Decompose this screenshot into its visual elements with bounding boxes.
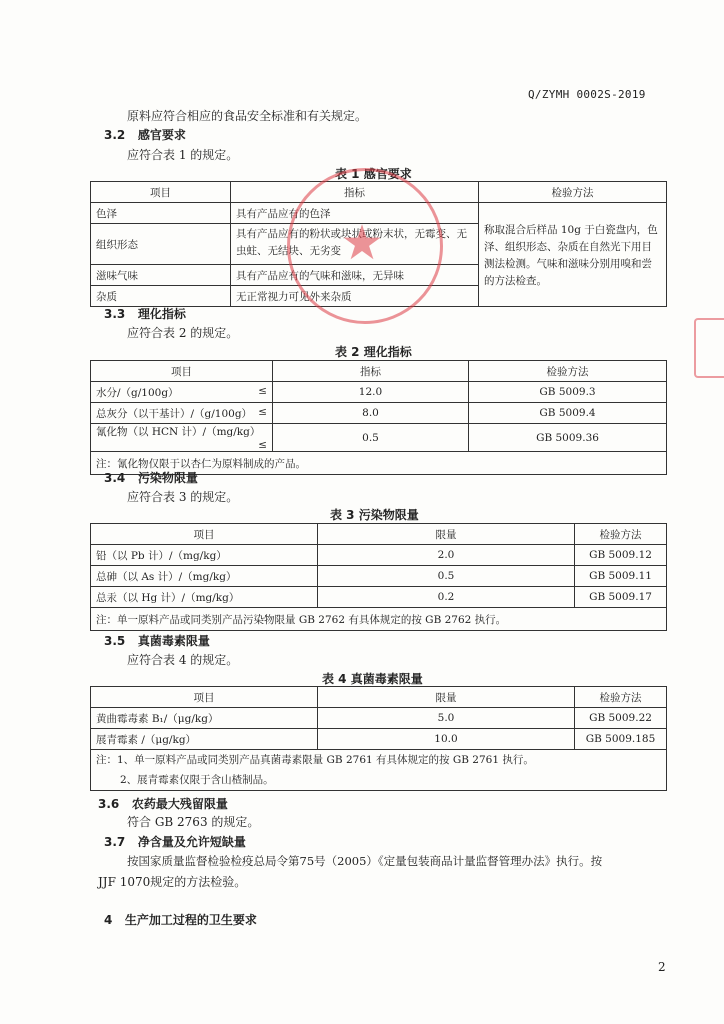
table-row — [91, 382, 667, 403]
table-4-mycotoxins — [90, 686, 667, 791]
table-cell-item: 总汞（以 Hg 计）/（mg/kg） — [91, 587, 318, 608]
section-3-7-line-1: 按国家质量监督检验检疫总局令第75号（2005）《定量包装商品计量监督管理办法》执行。按 — [127, 854, 603, 868]
section-3-7-heading — [104, 833, 246, 850]
table-header: 检验方法 — [479, 182, 667, 203]
table-cell-value: 0.5 — [318, 566, 575, 587]
table-cell-item: 黄曲霉毒素 B₁/（μg/kg） — [91, 708, 318, 729]
le-symbol: ≤ — [258, 439, 267, 451]
table-cell-value: 具有产品应有的粉状或块状或粉末状，无霉变、无虫蛀、无结块、无劣变 — [231, 224, 479, 265]
table-row — [91, 587, 667, 608]
table-header: 限量 — [318, 687, 575, 708]
table-cell-item: 色泽 — [91, 203, 231, 224]
section-3-6-text: 符合 GB 2763 的规定。 — [127, 815, 260, 829]
table-cell-method: GB 5009.11 — [575, 566, 667, 587]
table-cell-method: GB 5009.4 — [469, 403, 667, 424]
table-cell-item: 总砷（以 As 计）/（mg/kg） — [91, 566, 318, 587]
table-cell-value: 0.5 — [273, 424, 469, 452]
table-note: 注：单一原料产品或同类别产品污染物限量 GB 2762 有具体规定的按 GB 2762 执行。 — [91, 608, 667, 631]
table-row — [91, 403, 667, 424]
table-cell-item: 氰化物（以 HCN 计）/（mg/kg） — [96, 426, 261, 438]
table-3-contaminants — [90, 523, 667, 631]
table-cell-item: 总灰分（以干基计）/（g/100g） — [96, 407, 253, 420]
section-number: 3.5 — [104, 634, 126, 648]
table-2-caption: 表 2 理化指标 — [335, 345, 412, 359]
table-note: 注：氰化物仅限于以杏仁为原料制成的产品。 — [91, 452, 667, 475]
section-number: 3.7 — [104, 835, 126, 849]
table-1-sensory — [90, 181, 667, 307]
section-3-6-heading — [98, 795, 228, 812]
table-4-caption: 表 4 真菌毒素限量 — [322, 672, 423, 686]
table-cell-method: GB 5009.185 — [575, 729, 667, 750]
table-cell-method: 称取混合后样品 10g 于白瓷盘内，色泽、组织形态、杂质在自然光下用目测法检测。气味和滋味分别用嗅和尝的方法检查。 — [479, 203, 667, 307]
table-header: 指标 — [231, 182, 479, 203]
table-header: 项目 — [91, 182, 231, 203]
seal-star-icon: ★ — [340, 215, 384, 271]
table-cell-value: 8.0 — [273, 403, 469, 424]
table-header: 项目 — [91, 361, 273, 382]
table-row — [91, 729, 667, 750]
table-header: 项目 — [91, 687, 318, 708]
section-title: 真菌毒素限量 — [137, 634, 210, 648]
table-header: 检验方法 — [575, 687, 667, 708]
table-header: 限量 — [318, 524, 575, 545]
table-cell-method: GB 5009.12 — [575, 545, 667, 566]
table-row — [91, 566, 667, 587]
section-title: 感官要求 — [137, 128, 186, 142]
table-note-line-1: 注：1、单一原料产品或同类别产品真菌毒素限量 GB 2761 有具体规定的按 GB 2761 执行。 — [96, 754, 534, 766]
table-cell-value: 2.0 — [318, 545, 575, 566]
le-symbol: ≤ — [258, 384, 267, 397]
section-title: 净含量及允许短缺量 — [137, 835, 246, 849]
table-header: 检验方法 — [575, 524, 667, 545]
table-cell-method: GB 5009.3 — [469, 382, 667, 403]
table-cell-value: 5.0 — [318, 708, 575, 729]
section-3-5-text: 应符合表 4 的规定。 — [127, 653, 239, 667]
table-note — [91, 750, 667, 791]
section-3-2-text: 应符合表 1 的规定。 — [127, 148, 239, 162]
table-2-physicochemical — [90, 360, 667, 475]
section-number: 3.3 — [104, 307, 126, 321]
section-3-7-line-2: JJF 1070规定的方法检验。 — [98, 875, 247, 889]
section-3-5-heading — [104, 632, 210, 649]
table-cell-value: 12.0 — [273, 382, 469, 403]
section-title: 生产加工过程的卫生要求 — [124, 913, 257, 927]
table-cell-value: 0.2 — [318, 587, 575, 608]
section-number: 3.2 — [104, 128, 126, 142]
cross-page-seal — [694, 318, 724, 378]
table-header: 检验方法 — [469, 361, 667, 382]
section-3-4-text: 应符合表 3 的规定。 — [127, 490, 239, 504]
section-number: 3.4 — [104, 471, 126, 485]
section-3-2-heading — [104, 126, 186, 143]
section-title: 农药最大残留限量 — [131, 797, 228, 811]
table-cell-method: GB 5009.17 — [575, 587, 667, 608]
table-cell-value: 无正常视力可见外来杂质 — [231, 286, 479, 307]
table-cell-value: 具有产品应有的气味和滋味，无异味 — [231, 265, 479, 286]
section-3-3-heading — [104, 305, 186, 322]
section-3-3-text: 应符合表 2 的规定。 — [127, 326, 239, 340]
table-cell-value: 具有产品应有的色泽 — [231, 203, 479, 224]
document-code: Q/ZYMH 0002S-2019 — [528, 88, 646, 101]
section-number: 3.6 — [98, 797, 120, 811]
table-header: 指标 — [273, 361, 469, 382]
table-row — [91, 708, 667, 729]
section-number: 4 — [104, 913, 113, 927]
intro-line: 原料应符合相应的食品安全标准和有关规定。 — [127, 109, 368, 123]
table-cell-method: GB 5009.36 — [469, 424, 667, 452]
table-cell-item: 组织形态 — [91, 224, 231, 265]
section-title: 理化指标 — [137, 307, 186, 321]
section-3-4-heading — [104, 469, 198, 486]
table-3-caption: 表 3 污染物限量 — [330, 508, 419, 522]
table-note-line-2: 2、展青霉素仅限于含山楂制品。 — [120, 774, 274, 786]
section-4-heading — [104, 911, 257, 928]
table-cell-item: 铅（以 Pb 计）/（mg/kg） — [91, 545, 318, 566]
table-row — [91, 545, 667, 566]
table-cell-item: 滋味气味 — [91, 265, 231, 286]
table-cell-item: 水分/（g/100g） — [96, 386, 179, 399]
table-cell-item: 展青霉素 /（μg/kg） — [91, 729, 318, 750]
section-title: 污染物限量 — [137, 471, 198, 485]
table-header: 项目 — [91, 524, 318, 545]
table-cell-item: 杂质 — [91, 286, 231, 307]
table-cell-method: GB 5009.22 — [575, 708, 667, 729]
table-1-caption: 表 1 感官要求 — [335, 167, 412, 181]
table-row — [91, 424, 667, 452]
table-cell-value: 10.0 — [318, 729, 575, 750]
le-symbol: ≤ — [258, 405, 267, 418]
page-number: 2 — [658, 960, 666, 974]
